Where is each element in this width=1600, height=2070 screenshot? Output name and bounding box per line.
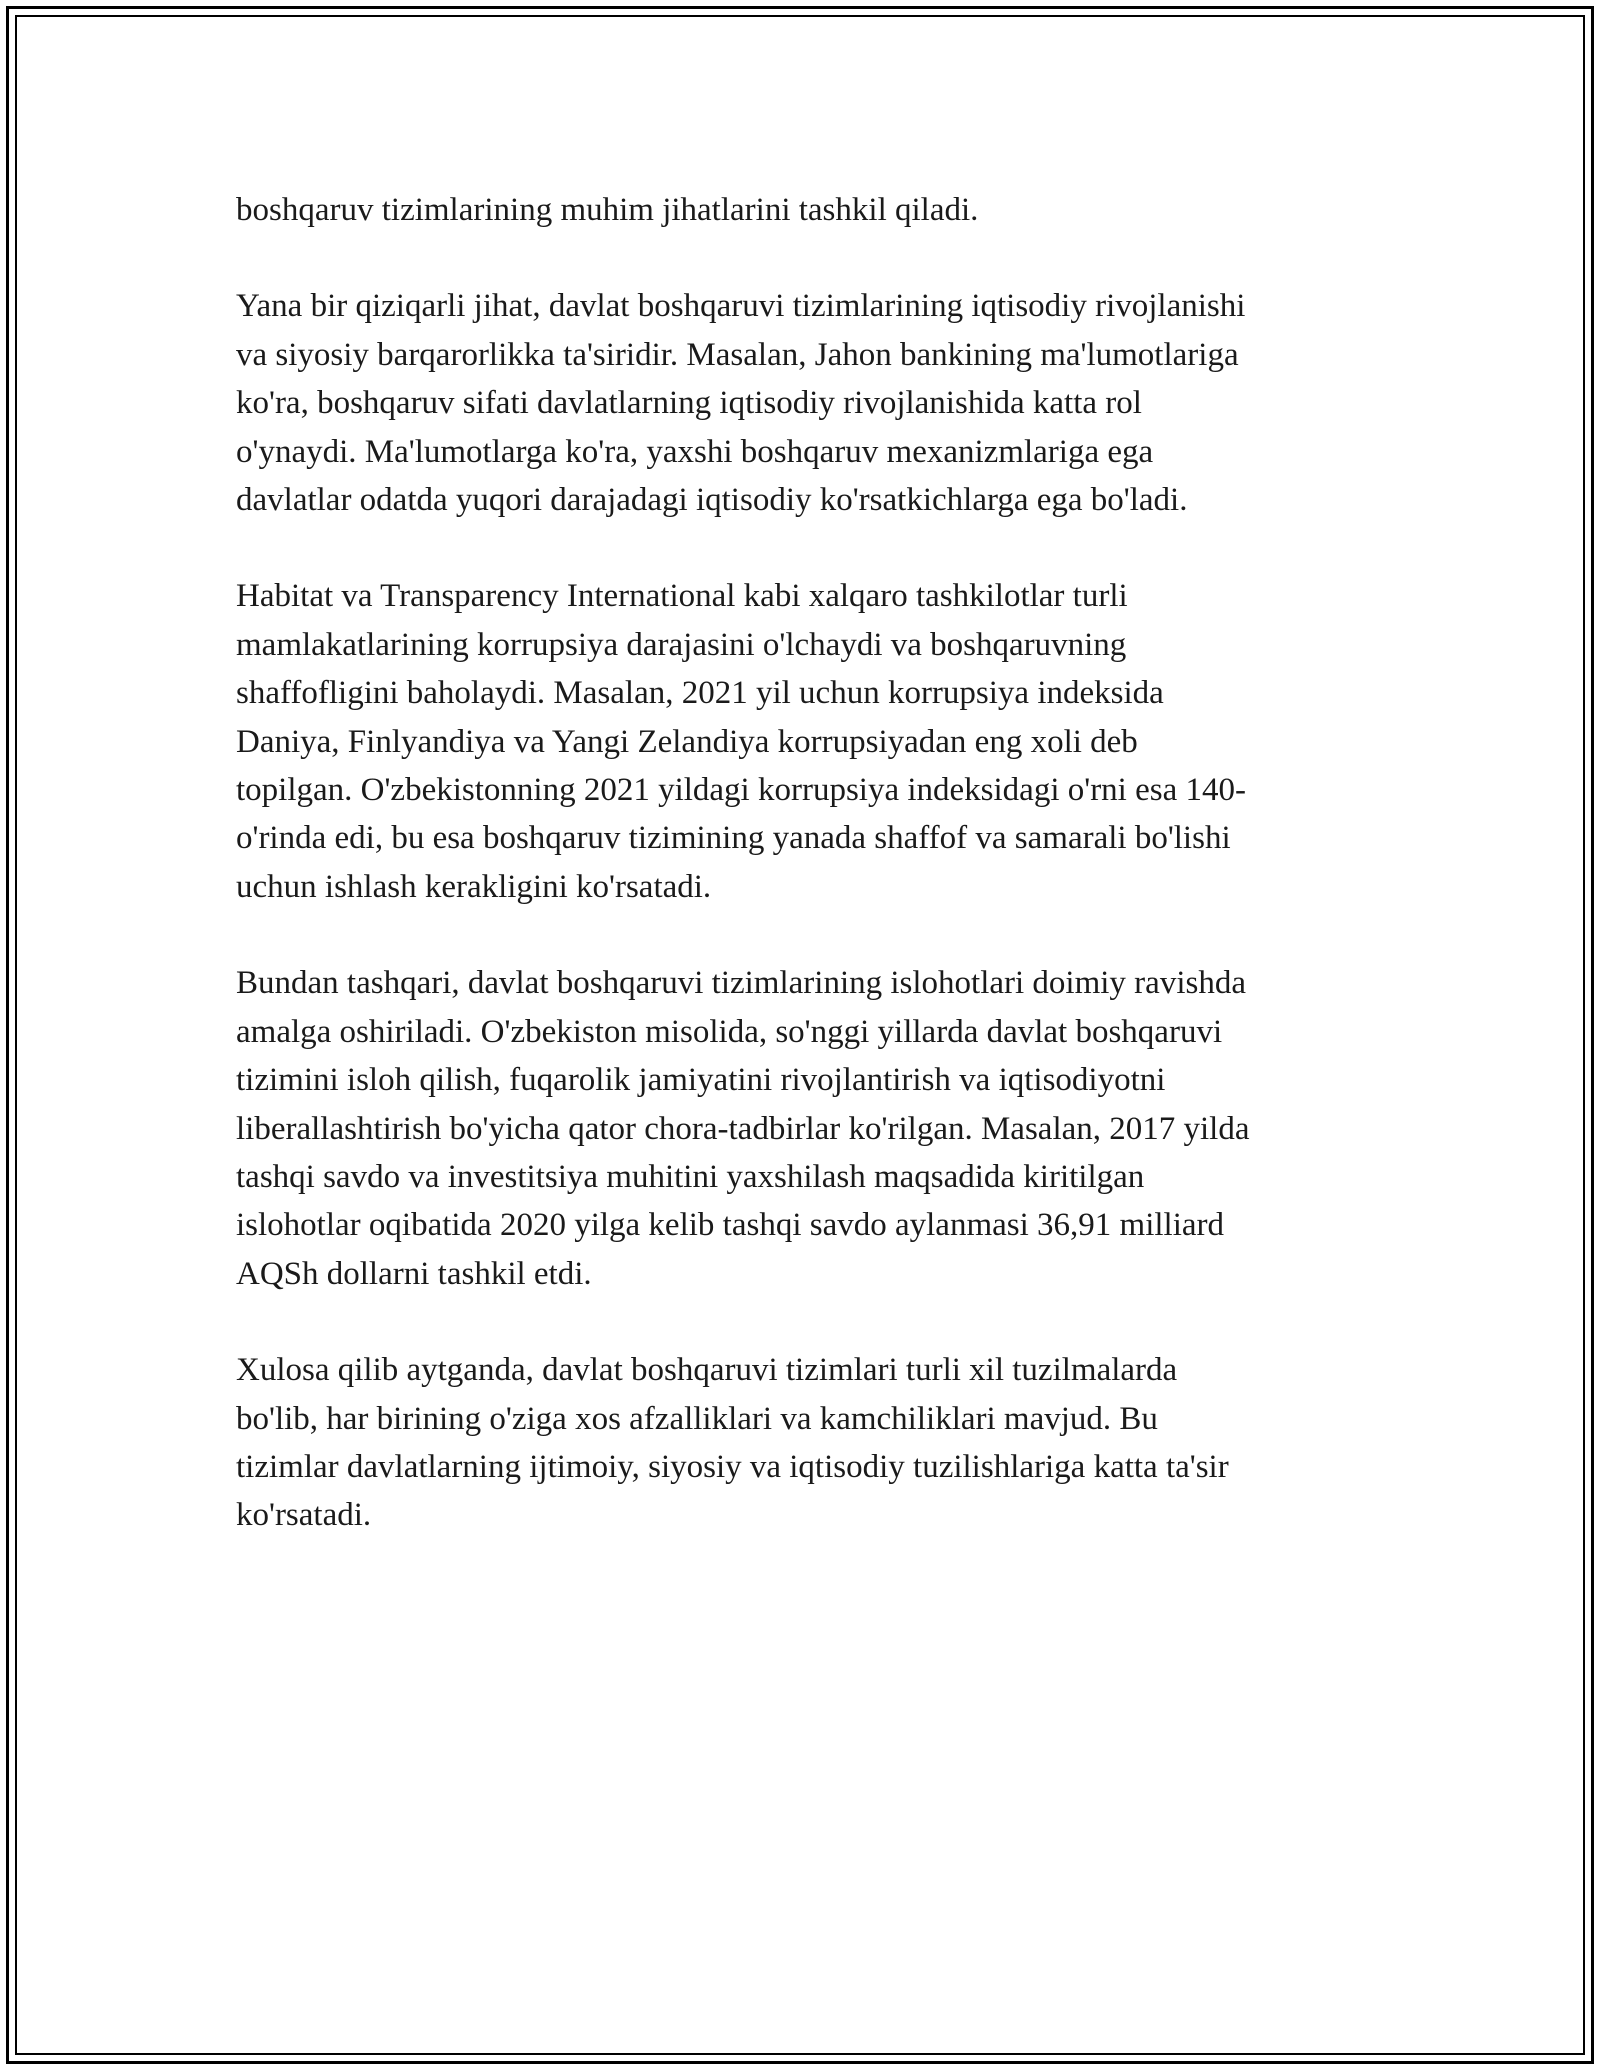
paragraph-economic-impact xyxy=(236,282,1386,524)
text-line: liberallashtirish bo'yicha qator chora-tadbirlar ko'rilgan. Masalan, 2017 yilda xyxy=(236,1110,1250,1147)
text-line: tizimlar davlatlarning ijtimoiy, siyosiy va iqtisodiy tuzilishlariga katta ta'sir xyxy=(236,1448,1229,1485)
text-line: topilgan. O'zbekistonning 2021 yildagi korrupsiya indeksidagi o'rni esa 140- xyxy=(236,772,1246,809)
text-line: Xulosa qilib aytganda, davlat boshqaruvi tizimlari turli xil tuzilmalarda xyxy=(236,1352,1178,1389)
text-line: Bundan tashqari, davlat boshqaruvi tizimlarining islohotlari doimiy ravishda xyxy=(236,965,1246,1002)
text-line: amalga oshiriladi. O'zbekiston misolida, so'nggi yillarda davlat boshqaruvi xyxy=(236,1013,1223,1050)
text-line: o'rinda edi, bu esa boshqaruv tizimining yanada shaffof va samarali bo'lishi xyxy=(236,820,1231,857)
text-line: uchun ishlash kerakligini ko'rsatadi. xyxy=(236,868,712,905)
text-line: ko'ra, boshqaruv sifati davlatlarning iqtisodiy rivojlanishida katta rol xyxy=(236,385,1142,422)
paragraph-conclusion xyxy=(236,1346,1386,1540)
paragraph-reforms xyxy=(236,959,1386,1298)
text-line: davlatlar odatda yuqori darajadagi iqtisodiy ko'rsatkichlarga ega bo'ladi. xyxy=(236,482,1188,519)
text-line: mamlakatlarining korrupsiya darajasini o'lchaydi va boshqaruvning xyxy=(236,626,1127,663)
text-line: Daniya, Finlyandiya va Yangi Zelandiya korrupsiyadan eng xoli deb xyxy=(236,723,1138,760)
text-line: Habitat va Transparency International kabi xalqaro tashkilotlar turli xyxy=(236,578,1128,615)
text-line: boshqaruv tizimlarining muhim jihatlarini tashkil qiladi. xyxy=(236,192,979,228)
text-line: shaffofligini baholaydi. Masalan, 2021 yil uchun korrupsiya indeksida xyxy=(236,675,1164,712)
text-line: o'ynaydi. Ma'lumotlarga ko'ra, yaxshi boshqaruv mexanizmlariga ega xyxy=(236,433,1154,470)
text-line: Yana bir qiziqarli jihat, davlat boshqaruvi tizimlarining iqtisodiy rivojlanishi xyxy=(236,288,1246,325)
text-line: tashqi savdo va investitsiya muhitini yaxshilash maqsadida kiritilgan xyxy=(236,1158,1145,1195)
paragraph-corruption-index xyxy=(236,572,1386,911)
text-line: islohotlar oqibatida 2020 yilga kelib tashqi savdo aylanmasi 36,91 milliard xyxy=(236,1207,1225,1244)
text-line: tizimini isloh qilish, fuqarolik jamiyatini rivojlantirish va iqtisodiyotni xyxy=(236,1062,1166,1099)
text-line: bo'lib, har birining o'ziga xos afzalliklari va kamchiliklari mavjud. Bu xyxy=(236,1400,1158,1437)
document-body xyxy=(236,186,1386,1588)
text-line: va siyosiy barqarorlikka ta'siridir. Masalan, Jahon bankining ma'lumotlariga xyxy=(236,336,1239,373)
text-line: ko'rsatadi. xyxy=(236,1497,372,1534)
paragraph-governance-aspects xyxy=(236,186,1386,234)
text-line: AQSh dollarni tashkil etdi. xyxy=(236,1255,592,1292)
